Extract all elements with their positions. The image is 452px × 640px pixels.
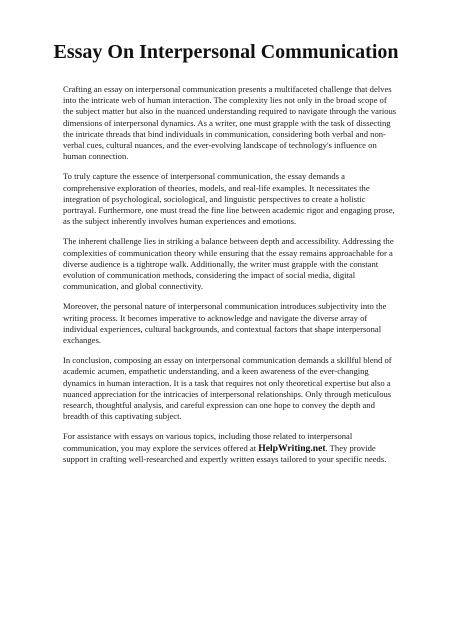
paragraph-2: To truly capture the essence of interpersonal communication, the essay demands a comprehensive exploration of theories, models, and real-life examples. It necessitates the integration of psychological, sociological, and linguistic perspectives to create a holistic portrayal. Furthermore, one must tread the fine line between academic rigor and engaging prose, as the subject inherently involves human experiences and emotions. [63, 171, 395, 227]
helpwriting-link[interactable]: HelpWriting.net [258, 442, 326, 454]
paragraph-5: In conclusion, composing an essay on interpersonal communication demands a skillful blend of academic acumen, empathetic understanding, and a keen awareness of the ever-changing dynamics in human interaction. It is a task that requires not only theoretical expertise but also a nuanced appreciation for the intricacies of interpersonal relationships. Only through meticulous research, thoughtful analysis, and careful expression can one hope to convey the depth and breadth of this captivating subject. [63, 355, 392, 422]
paragraph-1: Crafting an essay on interpersonal communication presents a multifaceted challenge that delves into the intricate web of human interaction. The complexity lies not only in the broad scope of the subject matter but also in the nuanced understanding required to navigate through the various dimensions of interpersonal dynamics. As a writer, one must grapple with the task of dissecting the intricate threads that bind individuals in communication, considering both verbal and non-verbal cues, cultural nuances, and the ever-evolving landscape of technology's influence on human connection. [63, 84, 397, 162]
paragraph-4: Moreover, the personal nature of interpersonal communication introduces subjectivity into the writing process. It becomes imperative to acknowledge and navigate the diverse array of individual experiences, cultural backgrounds, and contextual factors that shape interpersonal exchanges. [63, 301, 387, 346]
closing-text-after-link: . They provide support in crafting well-researched and expertly written essays tailored to your specific needs. [63, 442, 387, 464]
closing-paragraph [63, 431, 399, 465]
document-body [63, 84, 399, 474]
closing-text-before-link: For assistance with essays on various topics, including those related to interpersonal communication, you may explore the services offered at [63, 431, 353, 453]
document-title: Essay On Interpersonal Communication [53, 41, 399, 63]
paragraph-3: The inherent challenge lies in striking a balance between depth and accessibility. Addressing the complexities of communication theory while ensuring that the essay remains approachable for a diverse audience is a tightrope walk. Additionally, the writer must grapple with the constant evolution of communication methods, considering the impact of social media, digital communication, and global connectivity. [63, 236, 394, 292]
